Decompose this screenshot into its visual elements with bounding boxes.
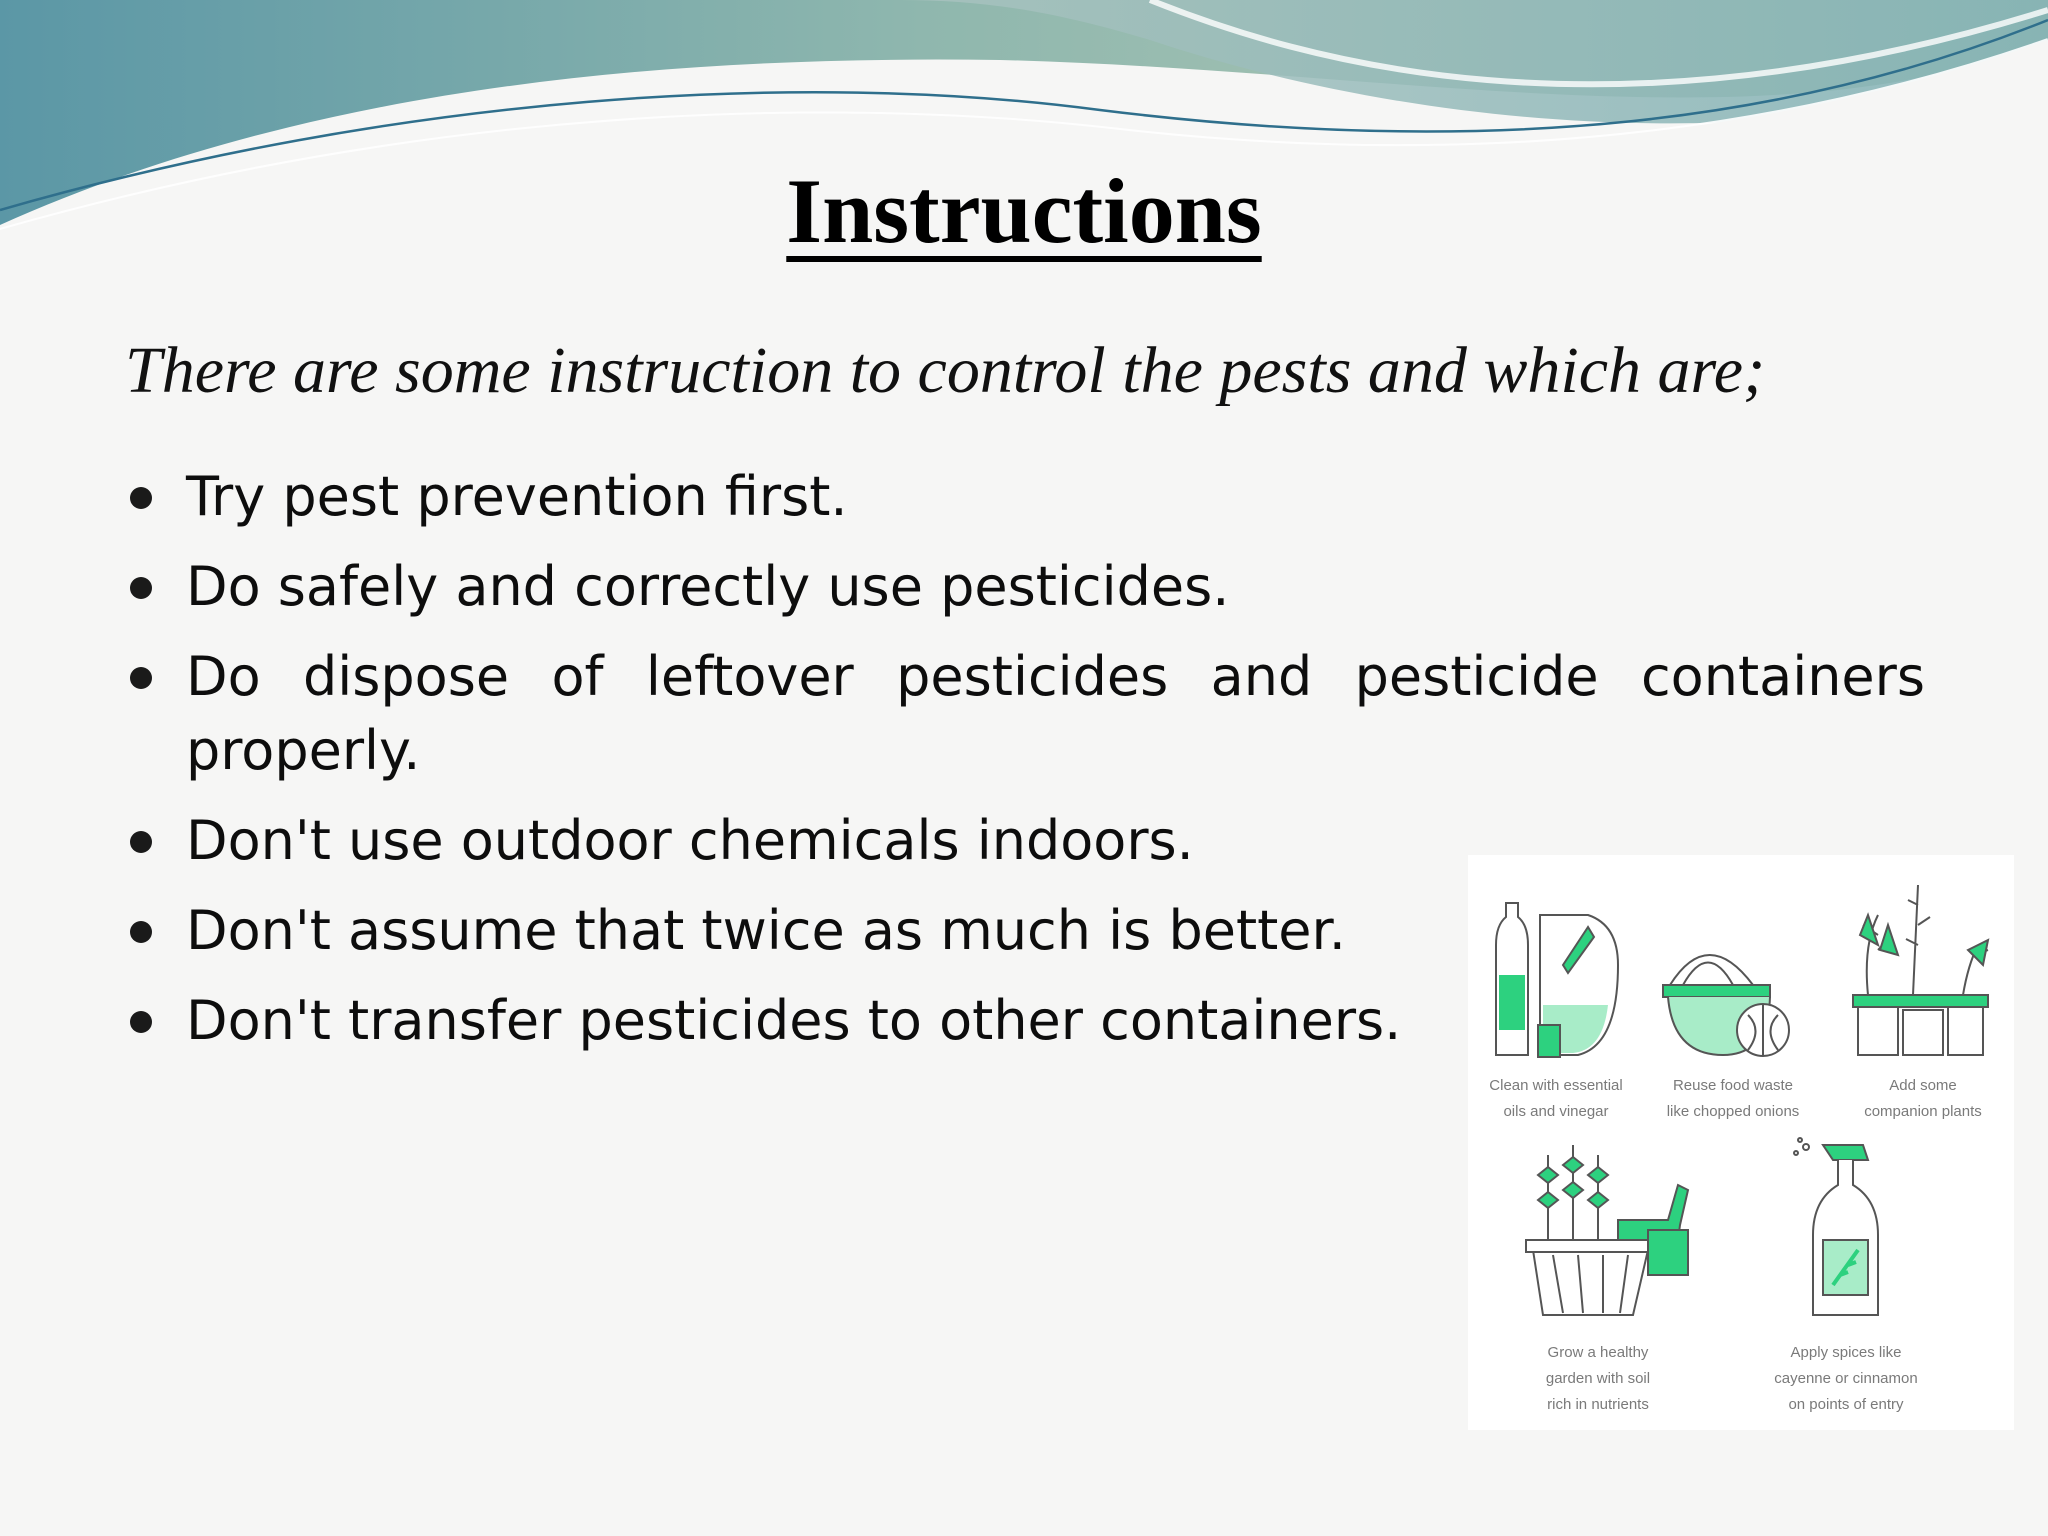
list-item-text: Don't assume that twice as much is better. <box>186 899 1346 962</box>
bullet-icon <box>130 1011 152 1033</box>
list-item <box>128 894 1486 968</box>
bullet-icon <box>130 577 152 599</box>
garden-icon <box>1526 1145 1688 1315</box>
list-item-text: Don't transfer pesticides to other containers. <box>186 989 1402 1052</box>
list-item <box>128 460 1486 534</box>
list-item <box>128 640 1925 788</box>
bullet-icon <box>130 921 152 943</box>
list-item-text: Do safely and correctly use pesticides. <box>186 555 1230 618</box>
caption-clean: Clean with essential oils and vinegar <box>1489 1077 1623 1120</box>
caption-plants: Add some companion plants <box>1864 1077 1982 1120</box>
pest-control-infographic <box>1468 855 2014 1430</box>
bullet-icon <box>130 487 152 509</box>
spray-bottle-icon <box>1794 1138 1878 1315</box>
bottle-icon <box>1496 903 1618 1057</box>
list-item <box>128 984 1486 1058</box>
intro-text: There are some instruction to control the pests and which are; <box>125 334 1766 407</box>
list-item <box>128 550 1486 624</box>
list-item-text: Do dispose of leftover pesticides and pesticide containers properly. <box>186 645 1925 782</box>
bullet-icon <box>130 831 152 853</box>
list-item-text: Don't use outdoor chemicals indoors. <box>186 809 1194 872</box>
bullet-icon <box>130 667 152 689</box>
slide-title: Instructions <box>786 160 1262 262</box>
caption-reuse: Reuse food waste like chopped onions <box>1666 1077 1800 1120</box>
bowl-icon <box>1663 955 1789 1056</box>
caption-garden: Grow a healthy garden with soil rich in nutrients <box>1545 1344 1651 1413</box>
list-item <box>128 804 1486 878</box>
caption-spices: Apply spices like cayenne or cinnamon on points of entry <box>1774 1344 1918 1413</box>
plants-icon <box>1853 885 1988 1055</box>
list-item-text: Try pest prevention first. <box>186 465 848 528</box>
